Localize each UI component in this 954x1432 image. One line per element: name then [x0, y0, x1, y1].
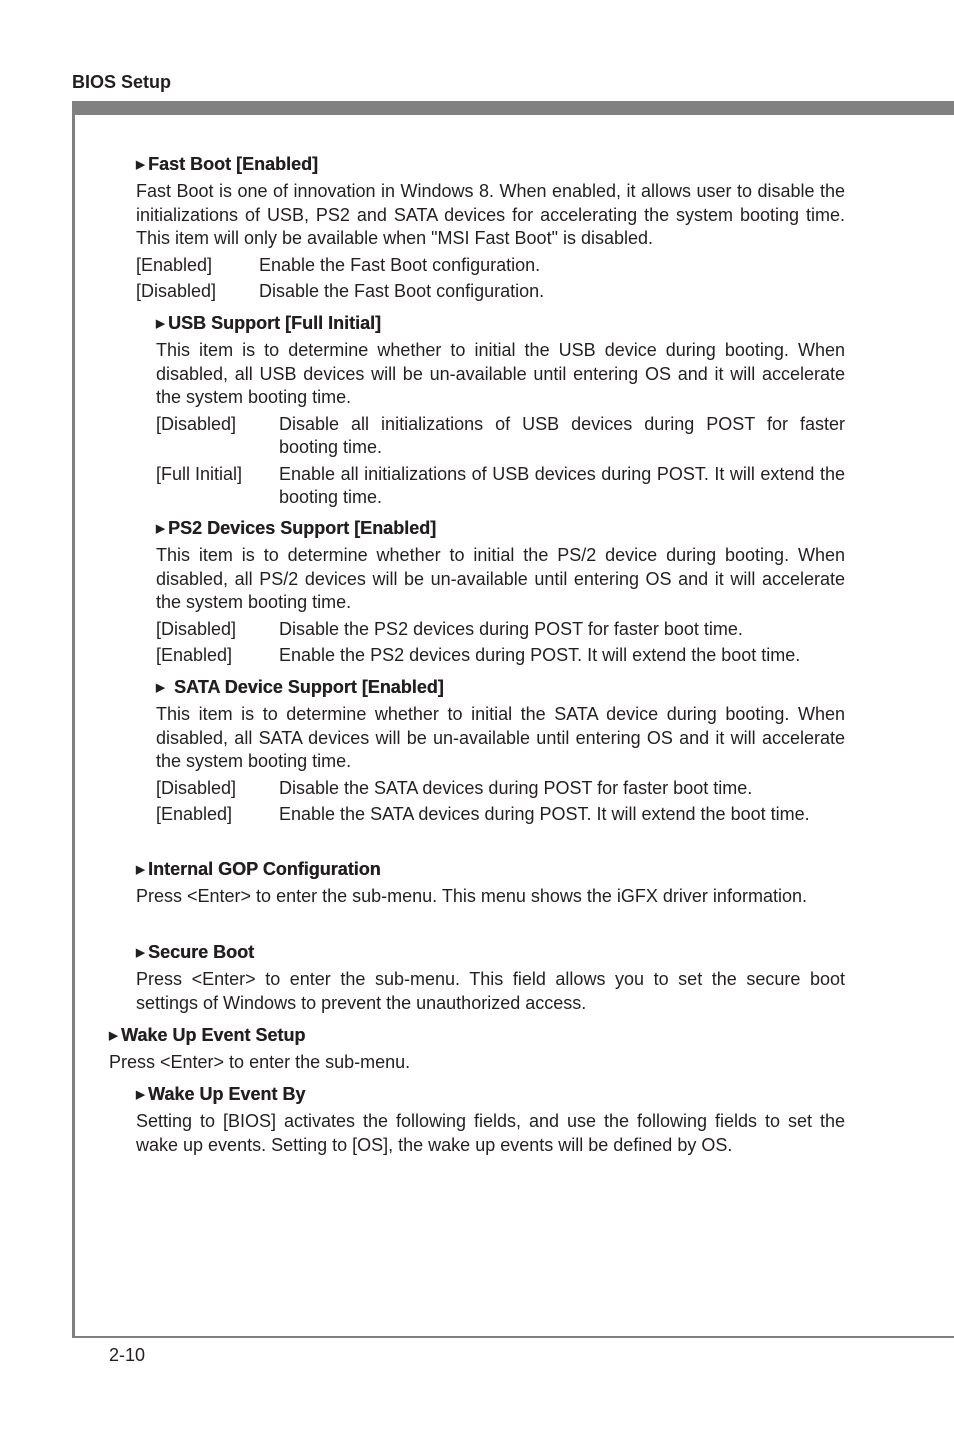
section-title: Fast Boot [Enabled]: [148, 154, 318, 174]
option-row: [156, 777, 845, 801]
section-description: Press <Enter> to enter the sub-menu. This field allows you to set the secure boot settings of Windows to prevent the unauthorized access.: [136, 969, 845, 1013]
section-title: Secure Boot: [148, 942, 255, 962]
option-row: [156, 803, 845, 827]
option-value: Enable all initializations of USB devices during POST. It will extend the booting time.: [279, 463, 845, 507]
option-row: [156, 644, 845, 668]
header-bar: [72, 101, 954, 115]
option-key: [Disabled]: [156, 413, 237, 434]
page-header: BIOS Setup: [72, 72, 172, 92]
option-key: [Enabled]: [156, 804, 233, 824]
triangle-bullet-icon: ▶: [136, 1089, 145, 1101]
section-internal-gop: [136, 858, 845, 909]
section-description: This item is to determine whether to initial the PS/2 device during booting. When disabled, all PS/2 devices will be un-available until entering OS and it will accelerate the system booting time.: [156, 545, 845, 612]
section-secure-boot: [136, 941, 845, 1015]
section-usb-support: [156, 312, 845, 510]
option-key: [Disabled]: [136, 281, 217, 301]
section-description: This item is to determine whether to initial the USB device during booting. When disabled, all USB devices will be un-available until entering OS and it will accelerate the system booting time.: [156, 340, 845, 407]
section-description: Press <Enter> to enter the sub-menu. This menu shows the iGFX driver information.: [136, 886, 807, 906]
triangle-bullet-icon: ▶: [136, 159, 145, 171]
option-value: Disable all initializations of USB devices during POST for faster booting time.: [279, 413, 845, 457]
option-row: [136, 254, 845, 278]
triangle-bullet-icon: ▶: [109, 1030, 118, 1042]
bottom-border: [72, 1336, 954, 1338]
page-number: 2-10: [109, 1345, 146, 1365]
section-wake-up-event-by: [136, 1083, 845, 1157]
triangle-bullet-icon: ▶: [156, 523, 165, 535]
option-row: [136, 280, 845, 304]
option-key: [Full Initial]: [156, 463, 243, 484]
section-title: Internal GOP Configuration: [148, 859, 381, 879]
option-key: [Enabled]: [156, 645, 233, 665]
triangle-bullet-icon: ▶: [136, 864, 145, 876]
triangle-bullet-icon: ▶: [156, 682, 165, 694]
option-value: Enable the SATA devices during POST. It will extend the boot time.: [279, 804, 810, 824]
option-row: [156, 618, 845, 642]
option-value: Enable the PS2 devices during POST. It will extend the boot time.: [279, 645, 801, 665]
section-sata-support: [156, 676, 845, 827]
section-description: Setting to [BIOS] activates the following fields, and use the following fields to set the wake up events. Setting to [OS], the wake up events will be defined by OS.: [136, 1111, 845, 1155]
option-row: [156, 413, 845, 460]
section-title: PS2 Devices Support [Enabled]: [168, 518, 437, 538]
section-title: USB Support [Full Initial]: [168, 313, 381, 333]
section-title: Wake Up Event By: [148, 1084, 306, 1104]
option-key: [Disabled]: [156, 777, 237, 798]
option-value: Enable the Fast Boot configuration.: [259, 254, 541, 275]
section-description: Fast Boot is one of innovation in Windows 8. When enabled, it allows user to disable the initializations of USB, PS2 and SATA devices for accelerating the system booting time. This item will only be available when "MSI Fast Boot" is disabled.: [136, 181, 845, 248]
section-fast-boot: [136, 153, 845, 304]
section-title: Wake Up Event Setup: [121, 1025, 306, 1045]
section-title: SATA Device Support [Enabled]: [174, 677, 444, 697]
option-value: Disable the SATA devices during POST for faster boot time.: [279, 777, 753, 798]
option-key: [Disabled]: [156, 618, 237, 639]
triangle-bullet-icon: ▶: [156, 318, 165, 330]
option-value: Disable the PS2 devices during POST for faster boot time.: [279, 618, 743, 639]
option-value: Disable the Fast Boot configuration.: [259, 281, 545, 301]
option-row: [156, 463, 845, 510]
section-description: This item is to determine whether to initial the SATA device during booting. When disabled, all SATA devices will be un-available until entering OS and it will accelerate the system booting time.: [156, 704, 845, 771]
section-wake-up-event-setup: [109, 1024, 845, 1075]
section-description: Press <Enter> to enter the sub-menu.: [109, 1052, 411, 1072]
left-border: [72, 101, 75, 1338]
section-ps2-support: [156, 517, 845, 668]
triangle-bullet-icon: ▶: [136, 947, 145, 959]
option-key: [Enabled]: [136, 254, 213, 275]
